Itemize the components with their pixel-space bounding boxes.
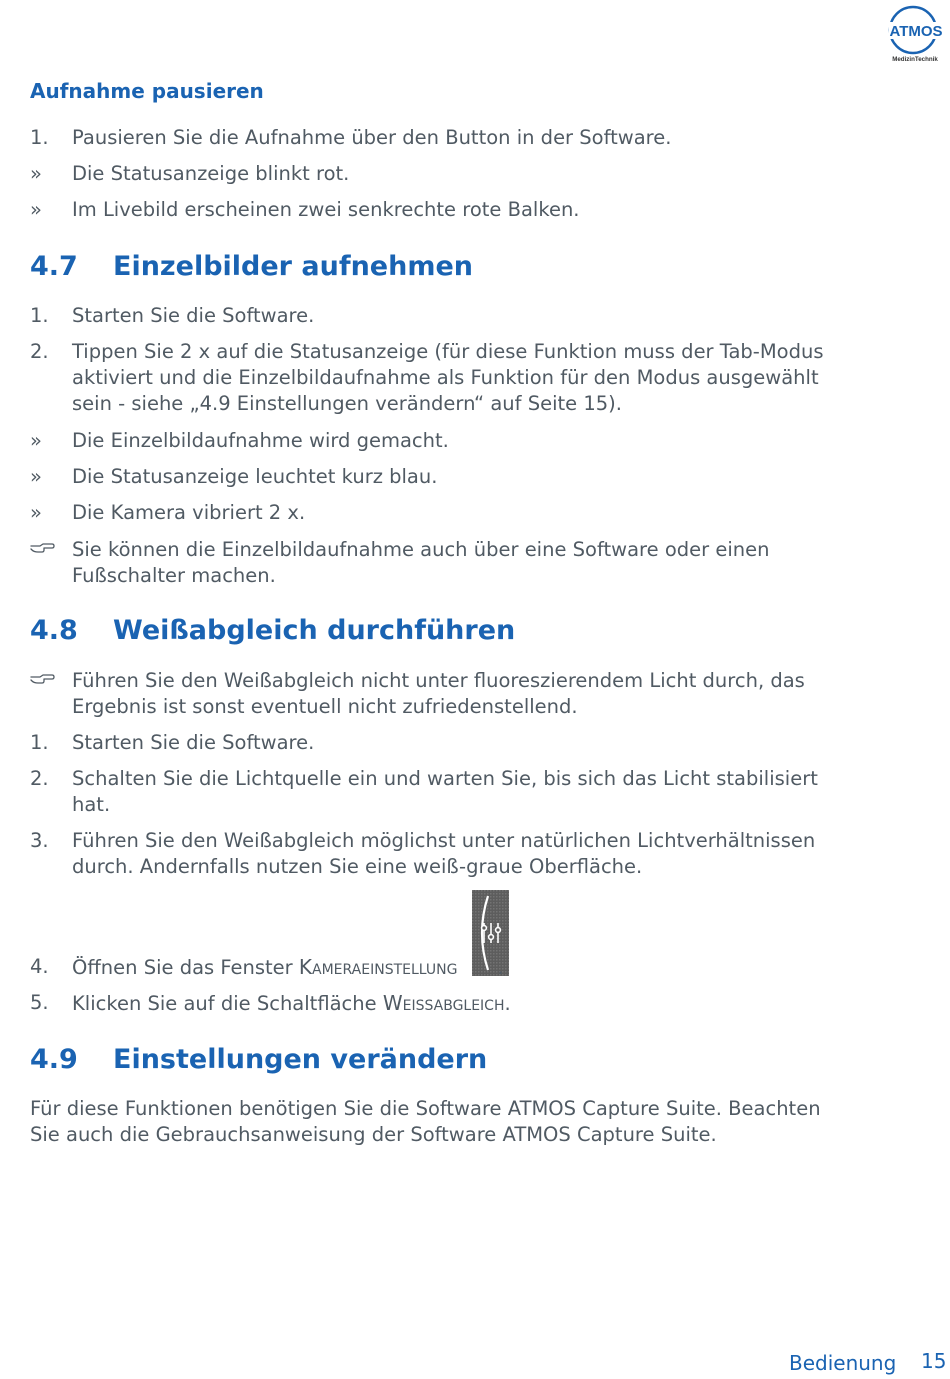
list-item bbox=[30, 339, 860, 417]
note-item bbox=[30, 668, 850, 720]
hand-pointer-icon bbox=[30, 541, 56, 557]
list-text: Pausieren Sie die Aufnahme über den Button in der Software. bbox=[72, 126, 672, 149]
list-text: Die Einzelbildaufnahme wird gemacht. bbox=[72, 429, 449, 452]
list-item bbox=[30, 828, 850, 880]
list-text bbox=[72, 954, 890, 981]
section-4-8-heading bbox=[30, 614, 890, 648]
list-text: Tippen Sie 2 x auf die Statusanzeige (für diese Funktion muss der Tab-Modus aktiviert und die Einzelbildaufnahme als Funktion für den Modus ausgewählt sein - siehe „4.9 Einstellungen verändern“ auf Seite 15). bbox=[72, 340, 824, 415]
list-text: Die Statusanzeige blinkt rot. bbox=[72, 162, 350, 185]
list-text: Starten Sie die Software. bbox=[72, 731, 315, 754]
list-text bbox=[72, 990, 890, 1017]
list-marker: 1. bbox=[30, 731, 49, 754]
list-item bbox=[30, 730, 890, 756]
section-title: Weißabgleich durchführen bbox=[113, 615, 516, 646]
logo-brand: ATMOS bbox=[889, 23, 943, 40]
section-number: 4.9 bbox=[30, 1044, 78, 1075]
list-text: Führen Sie den Weißabgleich möglichst unter natürlichen Lichtverhältnissen durch. Andernfalls nutzen Sie eine weiß-graue Oberfläche. bbox=[72, 829, 816, 878]
list-marker: 1. bbox=[30, 304, 49, 327]
list-marker: 1. bbox=[30, 126, 49, 149]
section-number: 4.7 bbox=[30, 251, 78, 282]
section-title: Einstellungen verändern bbox=[113, 1044, 488, 1075]
list-marker: 4. bbox=[30, 955, 49, 978]
list-marker: 2. bbox=[30, 767, 49, 790]
list-item bbox=[30, 500, 890, 526]
list-text: Im Livebild erscheinen zwei senkrechte rote Balken. bbox=[72, 198, 580, 221]
list-item bbox=[30, 766, 850, 818]
list-text: Die Kamera vibriert 2 x. bbox=[72, 501, 306, 524]
list-marker: 3. bbox=[30, 829, 49, 852]
button-name-term: Weissabgleich bbox=[382, 991, 505, 1015]
note-text: Sie können die Einzelbildaufnahme auch über eine Software oder einen Fußschalter machen. bbox=[72, 538, 770, 587]
note-text: Führen Sie den Weißabgleich nicht unter fluoreszierendem Licht durch, das Ergebnis ist sonst eventuell nicht zufriedenstellend. bbox=[72, 669, 805, 718]
footer-page-number: 15 bbox=[921, 1349, 947, 1373]
list-marker: 5. bbox=[30, 991, 49, 1014]
list-text-suffix: . bbox=[497, 956, 504, 979]
section-title: Einzelbilder aufnehmen bbox=[113, 251, 474, 282]
note-marker bbox=[30, 537, 72, 589]
result-marker: » bbox=[30, 198, 42, 221]
list-item bbox=[30, 428, 890, 454]
result-marker: » bbox=[30, 465, 42, 488]
list-text-prefix: Öffnen Sie das Fenster bbox=[72, 956, 299, 979]
section-number: 4.8 bbox=[30, 615, 78, 646]
logo-tagline: MedizinTechnik bbox=[892, 56, 938, 63]
list-marker: 2. bbox=[30, 340, 49, 363]
list-text: Schalten Sie die Lichtquelle ein und warten Sie, bis sich das Licht stabilisiert hat. bbox=[72, 767, 818, 816]
list-item bbox=[30, 125, 890, 151]
atmos-logo bbox=[883, 4, 949, 64]
list-item bbox=[30, 464, 890, 490]
list-text-suffix: . bbox=[504, 992, 511, 1015]
section-paragraph: Für diese Funktionen benötigen Sie die Software ATMOS Capture Suite. Beachten Sie auch die Gebrauchsanweisung der Software ATMOS Capture Suite. bbox=[30, 1097, 821, 1146]
list-item bbox=[30, 197, 890, 223]
list-item bbox=[30, 303, 890, 329]
note-marker bbox=[30, 668, 72, 720]
list-item bbox=[30, 954, 890, 981]
section-4-7-heading bbox=[30, 250, 890, 284]
result-marker: » bbox=[30, 429, 42, 452]
result-marker: » bbox=[30, 501, 42, 524]
section-4-9-heading bbox=[30, 1043, 890, 1077]
footer-chapter: Bedienung bbox=[789, 1351, 897, 1375]
list-text-prefix: Klicken Sie auf die Schaltfläche bbox=[72, 992, 383, 1015]
window-name-term: Kameraeinstellung bbox=[298, 955, 458, 979]
pause-heading: Aufnahme pausieren bbox=[30, 79, 264, 103]
list-item bbox=[30, 990, 890, 1017]
result-marker: » bbox=[30, 162, 42, 185]
note-item bbox=[30, 537, 820, 589]
list-item bbox=[30, 161, 890, 187]
hand-pointer-icon bbox=[30, 672, 56, 688]
list-text: Starten Sie die Software. bbox=[72, 304, 315, 327]
list-text: Die Statusanzeige leuchtet kurz blau. bbox=[72, 465, 438, 488]
